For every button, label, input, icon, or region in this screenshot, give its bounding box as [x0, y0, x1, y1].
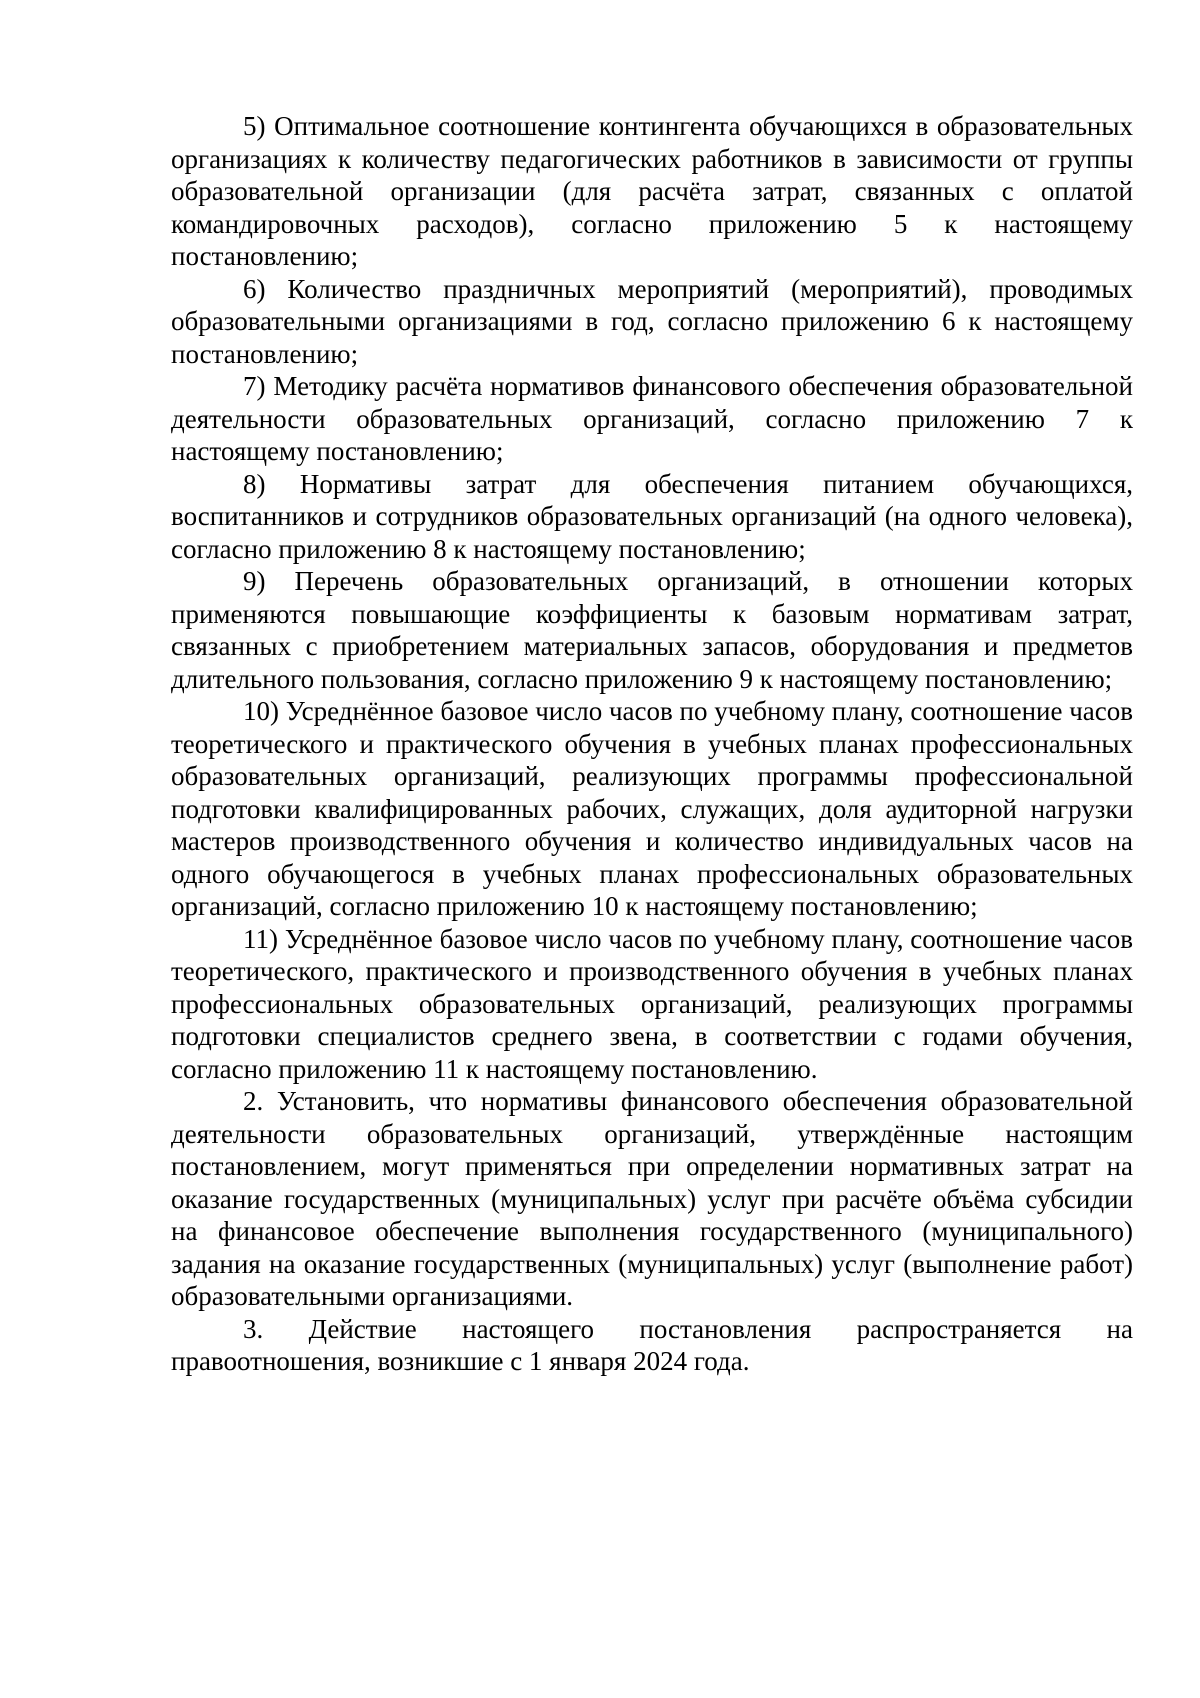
paragraph-item-10: 10) Усреднённое базовое число часов по учебному плану, соотношение часов теоретического и практического обучения в учебных планах профессиональных образовательных организаций, реализующих программы профессиональной подготовки квалифицированных рабочих, служащих, доля аудиторной нагрузки мастеров производственного обучения и количество индивидуальных часов на одного обучающегося в учебных планах профессиональных образовательных организаций, согласно приложению 10 к настоящему постановлению; — [171, 696, 1133, 921]
paragraph-item-7: 7) Методику расчёта нормативов финансового обеспечения образовательной деятельности образовательных организаций, согласно приложению 7 к настоящему постановлению; — [171, 371, 1133, 466]
paragraph-item-6: 6) Количество праздничных мероприятий (мероприятий), проводимых образовательными организациями в год, согласно приложению 6 к настоящему постановлению; — [171, 273, 1133, 369]
paragraph-item-8: 8) Нормативы затрат для обеспечения питанием обучающихся, воспитанников и сотрудников образовательных организаций (на одного человека), согласно приложению 8 к настоящему постановлению; — [171, 468, 1133, 564]
paragraph-item-11: 11) Усреднённое базовое число часов по учебному плану, соотношение часов теоретического, практического и производственного обучения в учебных планах профессиональных образовательных организаций, реализующих программы подготовки специалистов среднего звена, в соответствии с годами обучения, согласно приложению 11 к настоящему постановлению. — [171, 923, 1133, 1084]
paragraph-section-2: 2. Установить, что нормативы финансового обеспечения образовательной деятельности образовательных организаций, утверждённые настоящим постановлением, могут применяться при определении нормативных затрат на оказание государственных (муниципальных) услуг при расчёте объёма субсидии на финансовое обеспечение выполнения государственного (муниципального) задания на оказание государственных (муниципальных) услуг (выполнение работ) образовательными организациями. — [171, 1086, 1133, 1311]
document-page — [171, 110, 1133, 1378]
paragraph-section-3: 3. Действие настоящего постановления распространяется на правоотношения, возникшие с 1 января 2024 года. — [171, 1313, 1133, 1376]
paragraph-item-9: 9) Перечень образовательных организаций, в отношении которых применяются повышающие коэффициенты к базовым нормативам затрат, связанных с приобретением материальных запасов, оборудования и предметов длительного пользования, согласно приложению 9 к настоящему постановлению; — [171, 566, 1133, 694]
paragraph-item-5: 5) Оптимальное соотношение контингента обучающихся в образовательных организациях к количеству педагогических работников в зависимости от группы образовательной организации (для расчёта затрат, связанных с оплатой командировочных расходов), согласно приложению 5 к настоящему постановлению; — [171, 111, 1133, 271]
